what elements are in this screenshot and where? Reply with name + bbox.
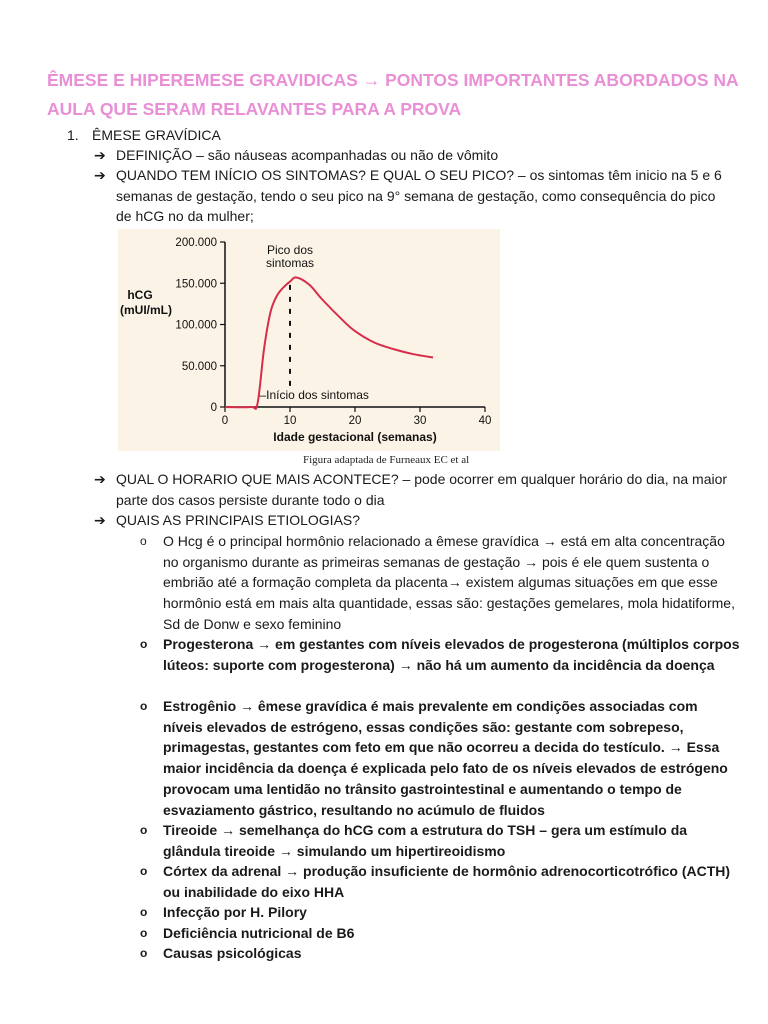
hcg-text: O Hcg é o principal hormônio relacionado a êmese gravídica → está em alta concentração no organismo durante as primeiras semanas de gestação → pois é ele quem sustenta o embrião até a formação completa da placenta→ existem algumas situações em que esse hormônio está em mais alta quantidade, essas são: gestações gemelares, mola hidatiforme, Sd de Donw e sexo feminino bbox=[163, 533, 735, 632]
hcg-chart-svg bbox=[118, 229, 500, 451]
list-item-horario bbox=[94, 469, 734, 510]
annotation-peak-line1: Pico dos bbox=[266, 243, 314, 257]
annotation-onset: –Início dos sintomas bbox=[259, 388, 369, 402]
psico-text: Causas psicológicas bbox=[163, 945, 302, 961]
progesterona-text: Progesterona → em gestantes com níveis elevados de progesterona (múltiplos corpos lúteos: suporte com progesterona) → não há um aumento da incidência da doença bbox=[163, 636, 740, 673]
page-title: ÊMESE E HIPEREMESE GRAVIDICAS → PONTOS IMPORTANTES ABORDADOS NA AULA QUE SERAM RELAVANTES PARA A PROVA bbox=[47, 70, 739, 119]
tireoide-text: Tireoide → semelhança do hCG com a estrutura do TSH – gera um estímulo da glândula tireoide → simulando um hipertireoidismo bbox=[163, 822, 688, 859]
x-tick-label: 10 bbox=[283, 415, 297, 427]
bullet-icon: o bbox=[140, 823, 148, 837]
x-tick-label: 30 bbox=[413, 415, 427, 427]
y-tick-label: 150.000 bbox=[175, 278, 217, 291]
sub-item-b6 bbox=[140, 923, 740, 944]
adrenal-text: Córtex da adrenal → produção insuficiente de hormônio adrenocorticotrófico (ACTH) ou inabilidade do eixo HHA bbox=[163, 863, 731, 900]
sub-item-pilory bbox=[140, 902, 740, 923]
y-tick-label: 0 bbox=[210, 402, 217, 414]
x-tick-label: 20 bbox=[348, 415, 362, 427]
inicio-text: QUANDO TEM INÍCIO OS SINTOMAS? E QUAL O SEU PICO? – os sintomas têm inicio na 5 e 6 semanas de gestação, tendo o seu pico na 9° semana de gestação, como consequência do pico de hCG no da mulher; bbox=[116, 167, 722, 225]
hcg-chart bbox=[118, 229, 500, 451]
list-item-etiologias bbox=[94, 510, 734, 531]
list-item-definicao bbox=[94, 145, 734, 166]
bullet-icon: o bbox=[140, 926, 148, 940]
section-label: ÊMESE GRAVÍDICA bbox=[92, 127, 221, 143]
sub-item-progesterona bbox=[140, 634, 740, 675]
bullet-icon: o bbox=[140, 905, 148, 919]
sub-item-psico bbox=[140, 943, 740, 964]
y-tick-label: 200.000 bbox=[175, 237, 217, 249]
bullet-icon: o bbox=[140, 699, 148, 713]
arrow-icon: ➔ bbox=[94, 471, 106, 487]
section-number: 1. bbox=[67, 127, 79, 143]
x-tick-label: 0 bbox=[221, 415, 229, 427]
x-axis-label: Idade gestacional (semanas) bbox=[273, 430, 437, 444]
annotation-peak-line2: sintomas bbox=[265, 256, 315, 270]
list-item-inicio bbox=[94, 165, 734, 227]
horario-text: QUAL O HORARIO QUE MAIS ACONTECE? – pode ocorrer em qualquer horário do dia, na maior parte dos casos persiste durante todo o dia bbox=[116, 471, 728, 508]
definicao-text: DEFINIÇÃO – são náuseas acompanhadas ou não de vômito bbox=[116, 147, 499, 163]
y-tick-label: 100.000 bbox=[175, 319, 217, 332]
b6-text: Deficiência nutricional de B6 bbox=[163, 925, 355, 941]
sub-item-tireoide bbox=[140, 820, 740, 861]
estrogenio-text: Estrogênio → êmese gravídica é mais prevalente em condições associadas com níveis elevados de estrógeno, essas condições são: gestante com sobrepeso, primagestas, gestantes com feto em que não ocorreu a decida do testículo. → Essa maior incidência da doença é explicada pelo fato de os níveis elevados de estrógeno provocam uma lentidão no trânsito gastrointestinal e aumentando o tempo de esvaziamento gástrico, resultando no acúmulo de fluidos bbox=[163, 698, 728, 818]
pilory-text: Infecção por H. Pilory bbox=[163, 904, 307, 920]
sub-item-estrogenio bbox=[140, 696, 740, 820]
bullet-icon: o bbox=[140, 946, 148, 960]
y-axis-label-line1: hCG bbox=[127, 288, 153, 302]
y-axis-label-line2: (mUI/mL) bbox=[120, 303, 172, 317]
section-heading bbox=[67, 125, 221, 145]
sub-item-adrenal bbox=[140, 861, 740, 902]
etiologias-text: QUAIS AS PRINCIPAIS ETIOLOGIAS? bbox=[116, 512, 361, 528]
bullet-icon: o bbox=[140, 637, 148, 651]
bullet-icon: o bbox=[140, 864, 148, 878]
sub-item-hcg bbox=[140, 531, 740, 635]
bullet-icon: o bbox=[140, 534, 147, 548]
arrow-icon: ➔ bbox=[94, 147, 106, 163]
chart-caption: Figura adaptada de Furneaux EC et al bbox=[303, 454, 470, 466]
arrow-icon: ➔ bbox=[94, 512, 106, 528]
x-tick-label: 40 bbox=[478, 415, 492, 427]
y-tick-label: 50.000 bbox=[181, 360, 217, 373]
arrow-icon: ➔ bbox=[94, 167, 106, 183]
